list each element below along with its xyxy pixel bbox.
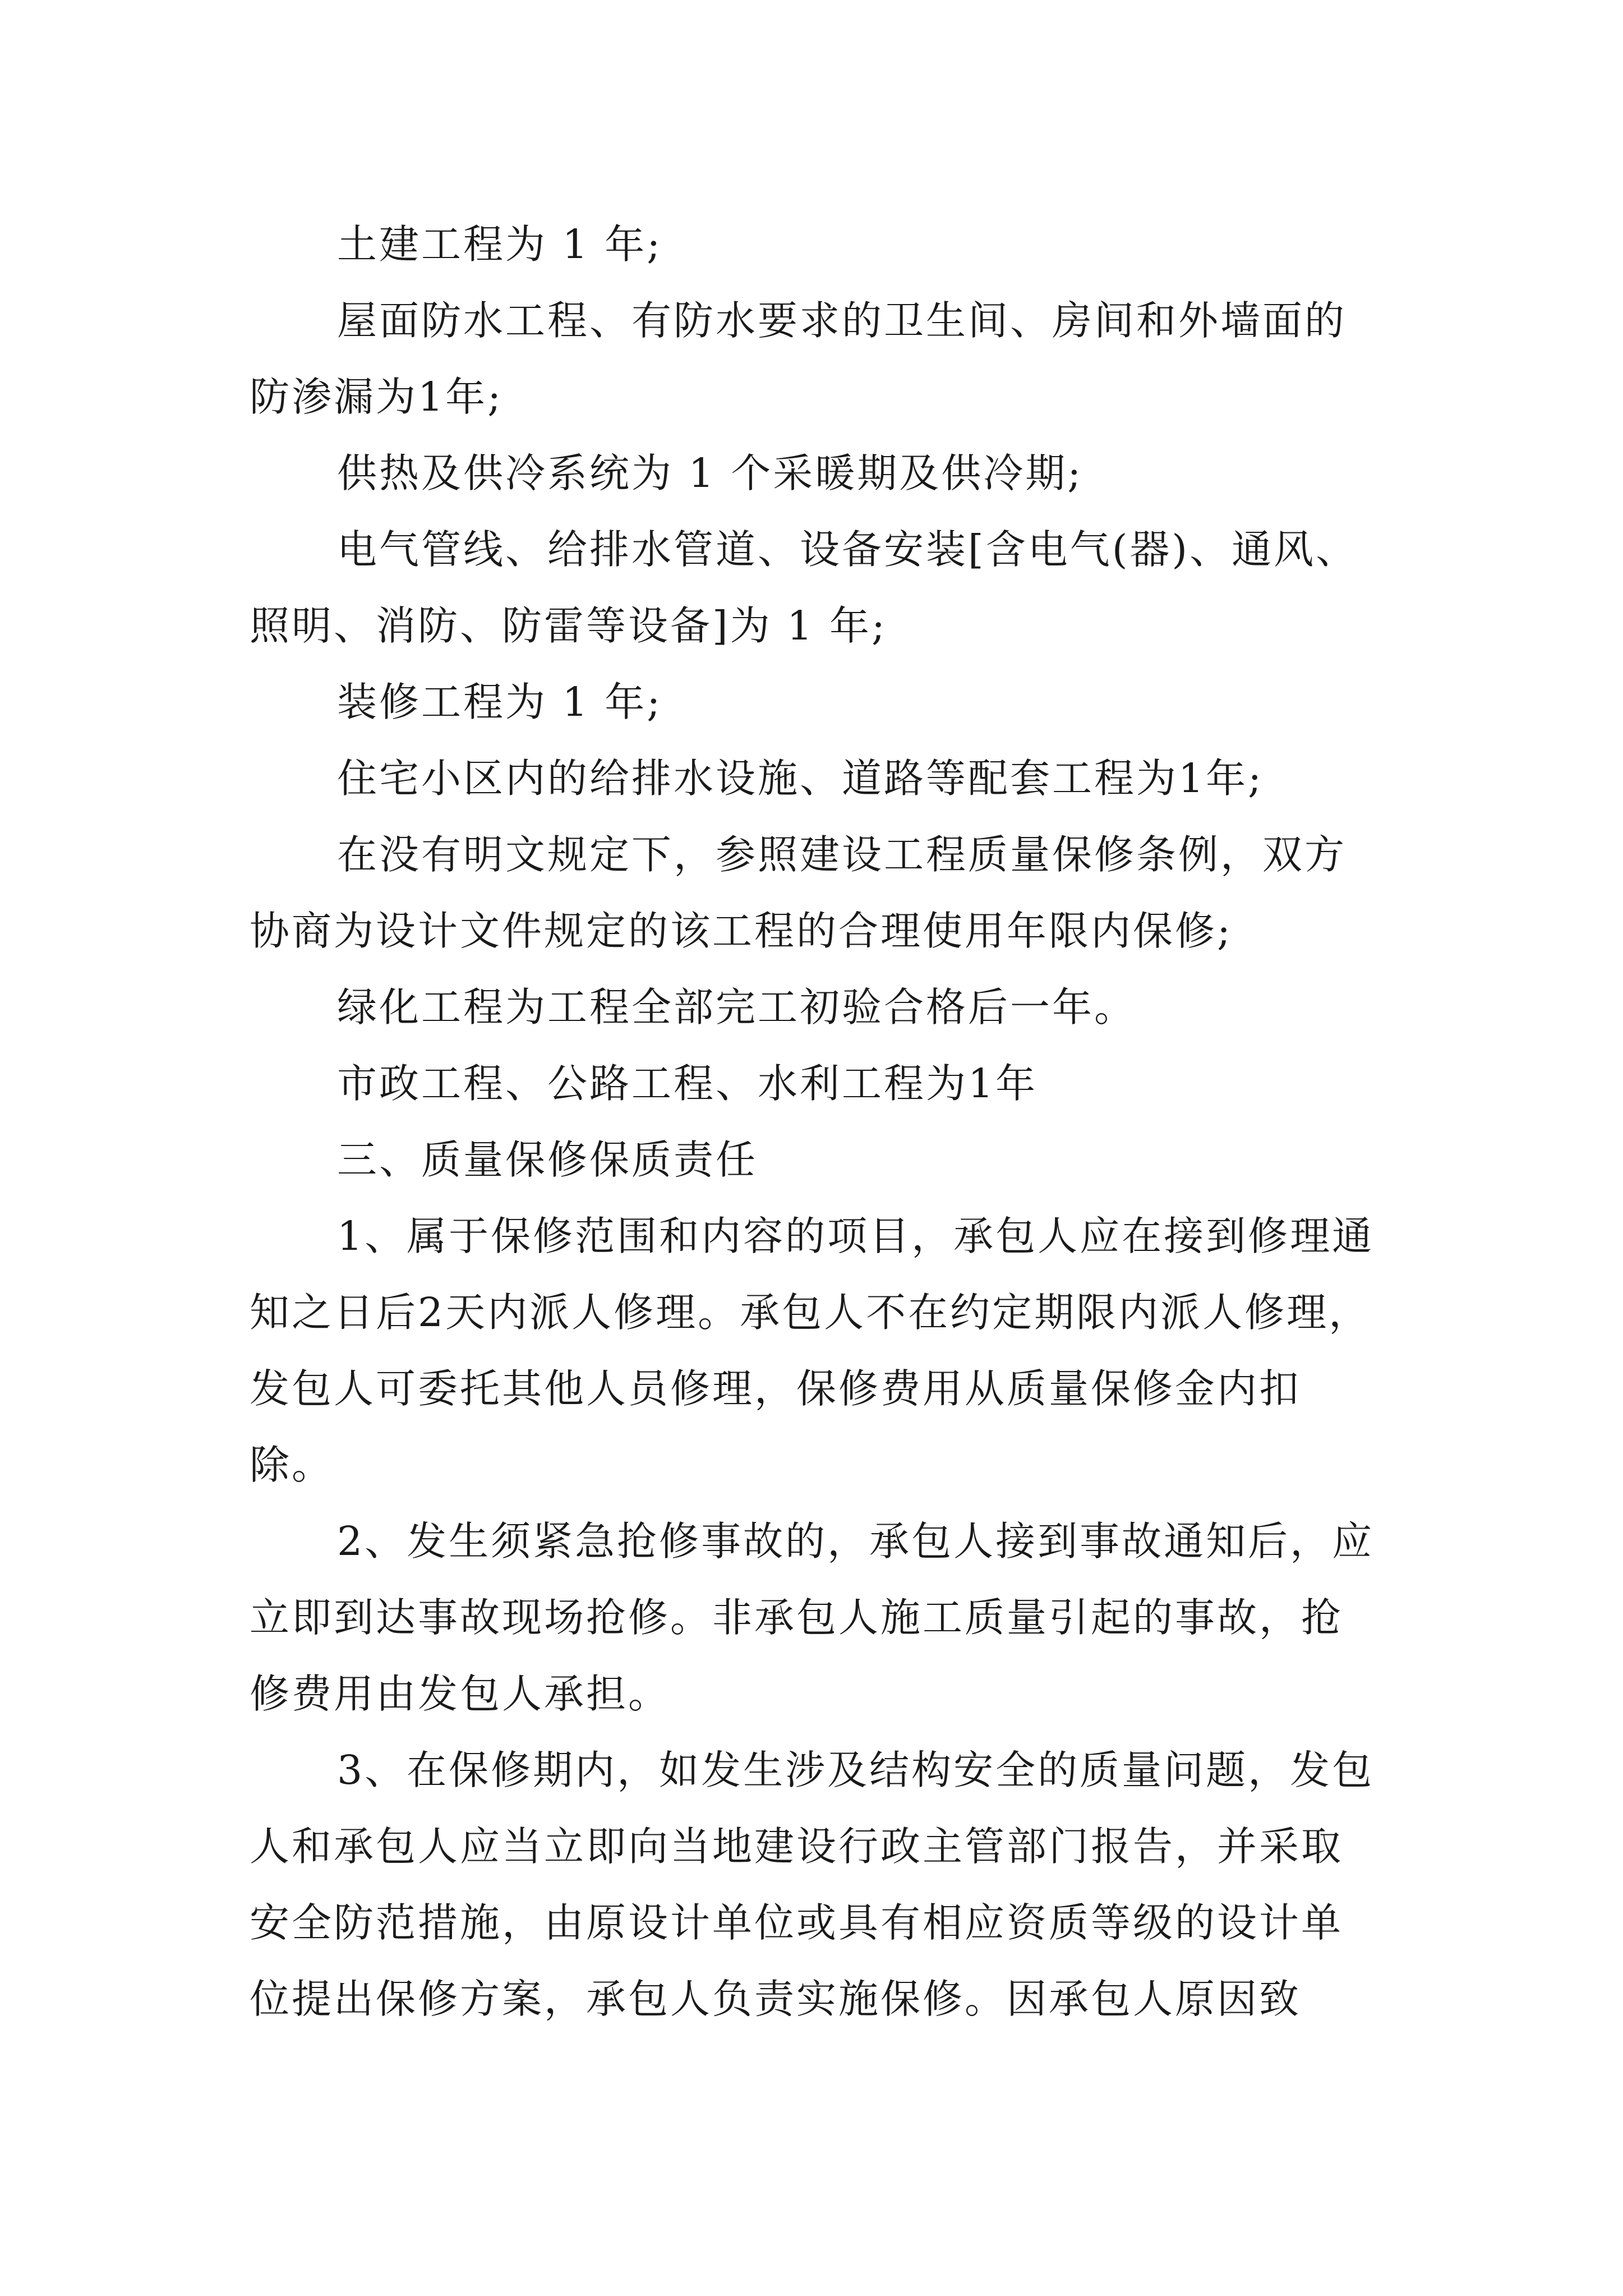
section-heading-warranty-responsibility: 三、质量保修保质责任 xyxy=(337,1137,758,1183)
paragraph-waterproofing: 屋面防水工程、有防水要求的卫生间、房间和外墙面的防渗漏为1年; xyxy=(250,297,1347,420)
paragraph-decoration: 装修工程为 1 年; xyxy=(337,679,663,725)
paragraph-no-explicit-rule: 在没有明文规定下，参照建设工程质量保修条例，双方协商为设计文件规定的该工程的合理使用年限内保修; xyxy=(250,831,1347,954)
paragraph-municipal: 市政工程、公路工程、水利工程为1年 xyxy=(337,1060,1038,1107)
paragraph-civil-works: 土建工程为 1 年; xyxy=(337,221,663,268)
paragraph-landscaping: 绿化工程为工程全部完工初验合格后一年。 xyxy=(337,984,1137,1030)
paragraph-heating-cooling: 供热及供冷系统为 1 个采暖期及供冷期; xyxy=(337,450,1083,496)
paragraph-clause-1: 1、属于保修范围和内容的项目，承包人应在接到修理通知之日后2天内派人修理。承包人不在约定期限内派人修理，发包人可委托其他人员修理，保修费用从质量保修金内扣除。 xyxy=(250,1213,1375,1488)
paragraph-clause-3: 3、在保修期内，如发生涉及结构安全的质量问题，发包人和承包人应当立即向当地建设行政主管部门报告，并采取安全防范措施，由原设计单位或具有相应资质等级的设计单位提出保修方案，承包人负责实施保修。因承包人原因致 xyxy=(250,1747,1375,2022)
paragraph-clause-2: 2、发生须紧急抢修事故的，承包人接到事故通知后，应立即到达事故现场抢修。非承包人施工质量引起的事故，抢修费用由发包人承担。 xyxy=(250,1518,1375,1717)
document-body xyxy=(250,206,1377,2037)
paragraph-residential-facilities: 住宅小区内的给排水设施、道路等配套工程为1年; xyxy=(337,755,1264,802)
paragraph-electrical-plumbing: 电气管线、给排水管道、设备安装[含电气(器)、通风、照明、消防、防雷等设备]为 1 年; xyxy=(250,526,1358,649)
